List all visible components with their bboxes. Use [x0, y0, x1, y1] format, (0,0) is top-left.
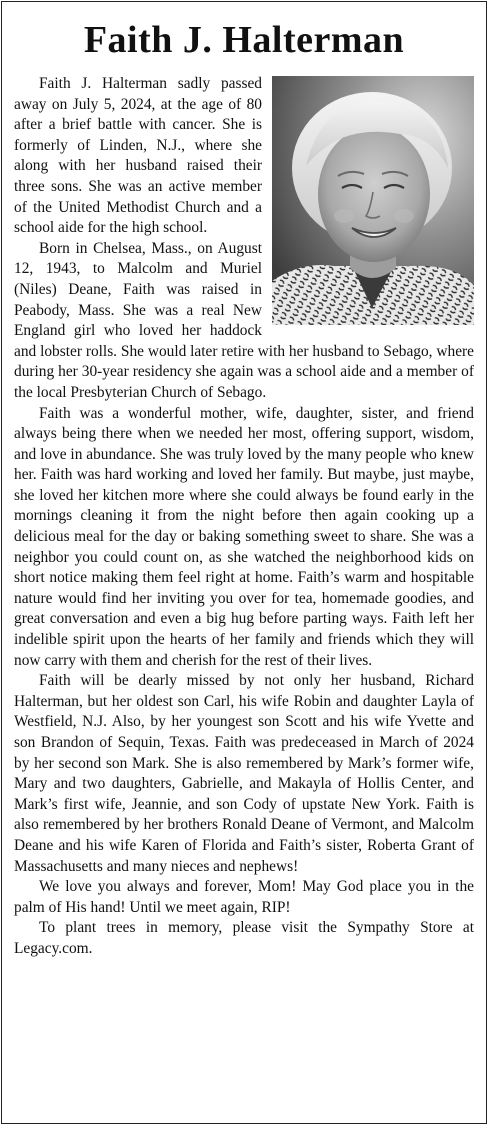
portrait-illustration: [272, 76, 474, 325]
obituary-paragraph-4: Faith will be dearly missed by not only her husband, Richard Halterman, but her oldest son Carl, his wife Robin and daughter Layla of Westfield, N.J. Also, by her youngest son Scott and his wife Yvette and son Brandon of Sequin, Texas. Faith was predeceased in March of 2024 by her second son Mark. She is also remembered by Mark’s former wife, Mary and two daughters, Gabrielle, and Makayla of Hollis Center, and Mark’s first wife, Jeannie, and son Cody of upstate New York. Faith is also remembered by her brothers Ronald Deane of Vermont, and Malcolm Deane and his wife Karen of Florida and Faith’s sister, Roberta Grant of Massachusetts and many nieces and nephews!: [14, 672, 474, 875]
obituary-paragraph-5: We love you always and forever, Mom! May God place you in the palm of His hand! Until we meet again, RIP!: [14, 878, 474, 916]
obituary-title: Faith J. Halterman: [83, 19, 405, 61]
portrait-photo: [272, 76, 474, 325]
obituary-body: [14, 74, 474, 960]
obituary-page: [1, 1, 487, 1124]
obituary-paragraph-2: Born in Chelsea, Mass., on August 12, 1943, to Malcolm and Muriel (Niles) Deane, Faith was raised in Peabody, Mass. She was a real New England girl who loved her haddock and lobster rolls. She would later retire with her husband to Sebago, where during her 30-year residency she again was a school aide and a member of the local Presbyterian Church of Sebago.: [14, 239, 474, 401]
obituary-paragraph-1: Faith J. Halterman sadly passed away on July 5, 2024, at the age of 80 after a brief battle with cancer. She is formerly of Linden, N.J., where she along with her husband raised their three sons. She was an active member of the United Methodist Church and a school aide for the high school.: [14, 75, 262, 237]
obituary-paragraph-6: To plant trees in memory, please visit the Sympathy Store at Legacy.com.: [14, 919, 474, 957]
obituary-paragraph-3: Faith was a wonderful mother, wife, daughter, sister, and friend always being there when we needed her most, offering support, wisdom, and love in abundance. She was truly loved by the many people who knew her. Faith was hard working and loved her family. But maybe, just maybe, she loved her kitchen more where she could always be found early in the mornings cleaning it from the night before then again cooking up a delicious meal for the day or baking something sweet to share. She was a neighbor you could count on, as she watched the neighborhood kids on short notice making them feel right at home. Faith’s warm and hospitable nature would find her inviting you over for tea, homemade goodies, and great conversation and even a big hug before parting ways. Faith left her indelible spirit upon the hearts of her family and friends which they will now carry with them and cherish for the rest of their lives.: [14, 404, 474, 669]
